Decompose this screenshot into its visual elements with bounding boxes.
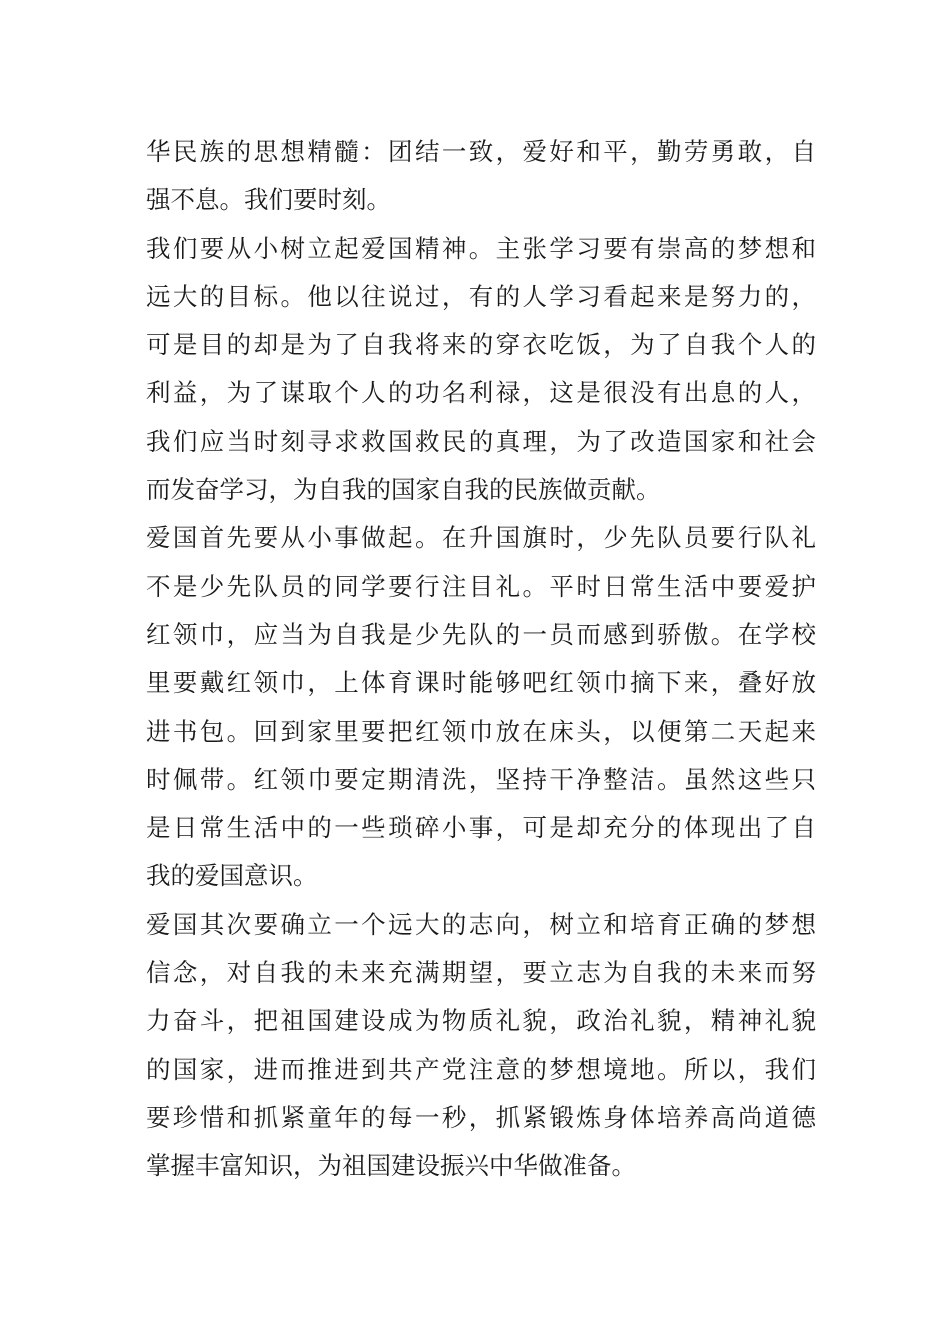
text-line: 不是少先队员的同学要行注目礼。平时日常生活中要爱护 (146, 571, 816, 601)
text-line: 信念，对自我的未来充满期望，要立志为自我的未来而努 (146, 958, 816, 988)
text-line: 是日常生活中的一些琐碎小事，可是却充分的体现出了自 (146, 813, 816, 843)
text-line: 里要戴红领巾，上体育课时能够吧红领巾摘下来，叠好放 (146, 668, 816, 698)
text-line: 的国家，进而推进到共产党注意的梦想境地。所以，我们 (146, 1054, 816, 1084)
text-line: 强不息。我们要时刻。 (146, 185, 391, 215)
text-line: 而发奋学习，为自我的国家自我的民族做贡献。 (146, 475, 661, 505)
text-line: 时佩带。红领巾要定期清洗，坚持干净整洁。虽然这些只 (146, 764, 816, 794)
text-line: 要珍惜和抓紧童年的每一秒，抓紧锻炼身体培养高尚道德 (146, 1102, 816, 1132)
text-line: 华民族的思想精髓：团结一致，爱好和平，勤劳勇敢，自 (146, 137, 816, 166)
text-line: 可是目的却是为了自我将来的穿衣吃饭，为了自我个人的 (146, 330, 816, 360)
text-line: 利益，为了谋取个人的功名利禄，这是很没有出息的人， (146, 378, 816, 408)
text-line: 我们应当时刻寻求救国救民的真理，为了改造国家和社会 (146, 426, 816, 456)
text-line: 爱国首先要从小事做起。在升国旗时，少先队员要行队礼 (146, 523, 816, 553)
text-line: 掌握丰富知识，为祖国建设振兴中华做准备。 (146, 1151, 636, 1181)
text-line: 力奋斗，把祖国建设成为物质礼貌，政治礼貌，精神礼貌 (146, 1006, 816, 1036)
text-line: 红领巾，应当为自我是少先队的一员而感到骄傲。在学校 (146, 619, 816, 649)
body-text (146, 128, 816, 1191)
text-line: 远大的目标。他以往说过，有的人学习看起来是努力的， (146, 281, 816, 311)
text-line: 爱国其次要确立一个远大的志向，树立和培育正确的梦想 (146, 909, 816, 939)
text-line: 进书包。回到家里要把红领巾放在床头，以便第二天起来 (146, 716, 816, 746)
text-line: 我们要从小树立起爱国精神。主张学习要有崇高的梦想和 (146, 233, 816, 263)
text-line: 我的爱国意识。 (146, 861, 318, 891)
